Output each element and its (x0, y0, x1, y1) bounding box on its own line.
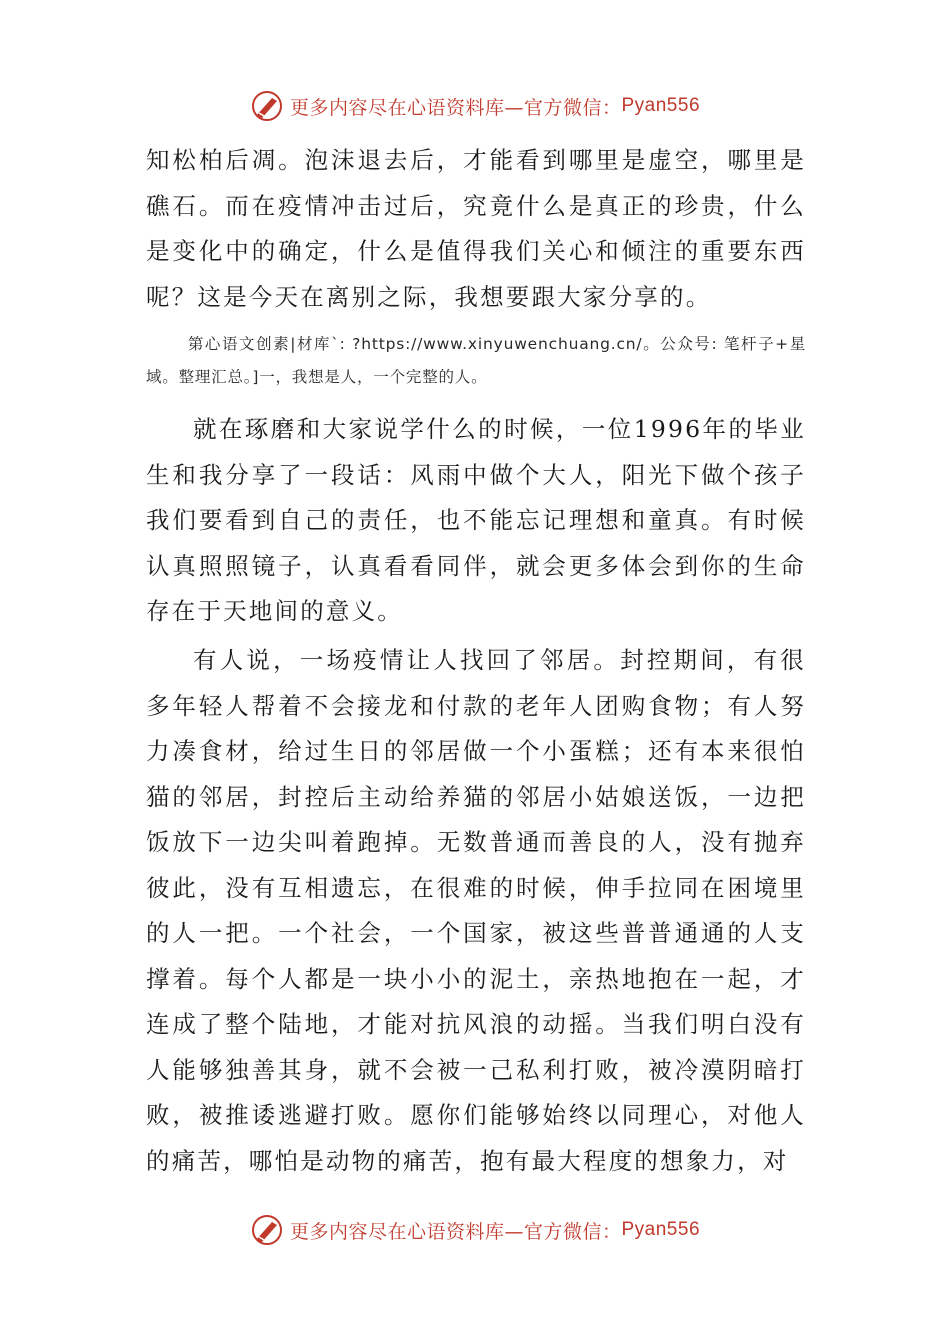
paragraph-2: 就在琢磨和大家说学什么的时候，一位1996年的毕业生和我分享了一段话：风雨中做个大人，阳光下做个孩子我们要看到自己的责任，也不能忘记理想和童真。有时候认真照照镜子，认真看看同伴，就会更多体会到你的生命存在于天地间的意义。 (146, 415, 806, 625)
header-banner-text: 更多内容尽在心语资料库—官方微信： (289, 96, 622, 119)
header-wechat-id: Pyan556 (621, 95, 701, 116)
paragraph-1: 知松柏后凋。泡沫退去后，才能看到哪里是虚空，哪里是礁石。而在疫情冲击过后，究竟什么是真正的珍贵，什么是变化中的确定，什么是值得我们关心和倾注的重要东西呢？这是今天在离别之际，我想要跟大家分享的。 (146, 146, 806, 311)
footer-banner-text: 更多内容尽在心语资料库—官方微信： (289, 1220, 622, 1243)
pen-nib-logo-icon (250, 89, 284, 123)
footer-banner (0, 1210, 950, 1250)
header-banner (0, 86, 950, 126)
source-note: 第心语文创素|材库`: ?https://www.xinyuwenchuang.cn/。公众号: 笔杆子+星域。整理汇总。]一，我想是人，一个完整的人。 (146, 335, 806, 386)
paragraph-3: 有人说，一场疫情让人找回了邻居。封控期间，有很多年轻人帮着不会接龙和付款的老年人团购食物；有人努力凑食材，给过生日的邻居做一个小蛋糕；还有本来很怕猫的邻居，封控后主动给养猫的邻居小姑娘送饭，一边把饭放下一边尖叫着跑掉。无数普通而善良的人，没有抛弃彼此，没有互相遗忘，在很难的时候，伸手拉同在困境里的人一把。一个社会，一个国家，被这些普普通通的人支撑着。每个人都是一块小小的泥土，亲热地抱在一起，才连成了整个陆地，才能对抗风浪的动摇。当我们明白没有人能够独善其身，就不会被一己私利打败，被冷漠阴暗打败，被推诿逃避打败。愿你们能够始终以同理心，对他人的痛苦，哪怕是动物的痛苦，抱有最大程度的想象力，对 (146, 646, 806, 1175)
footer-wechat-id: Pyan556 (621, 1219, 701, 1240)
pen-nib-logo-icon (250, 1213, 284, 1247)
